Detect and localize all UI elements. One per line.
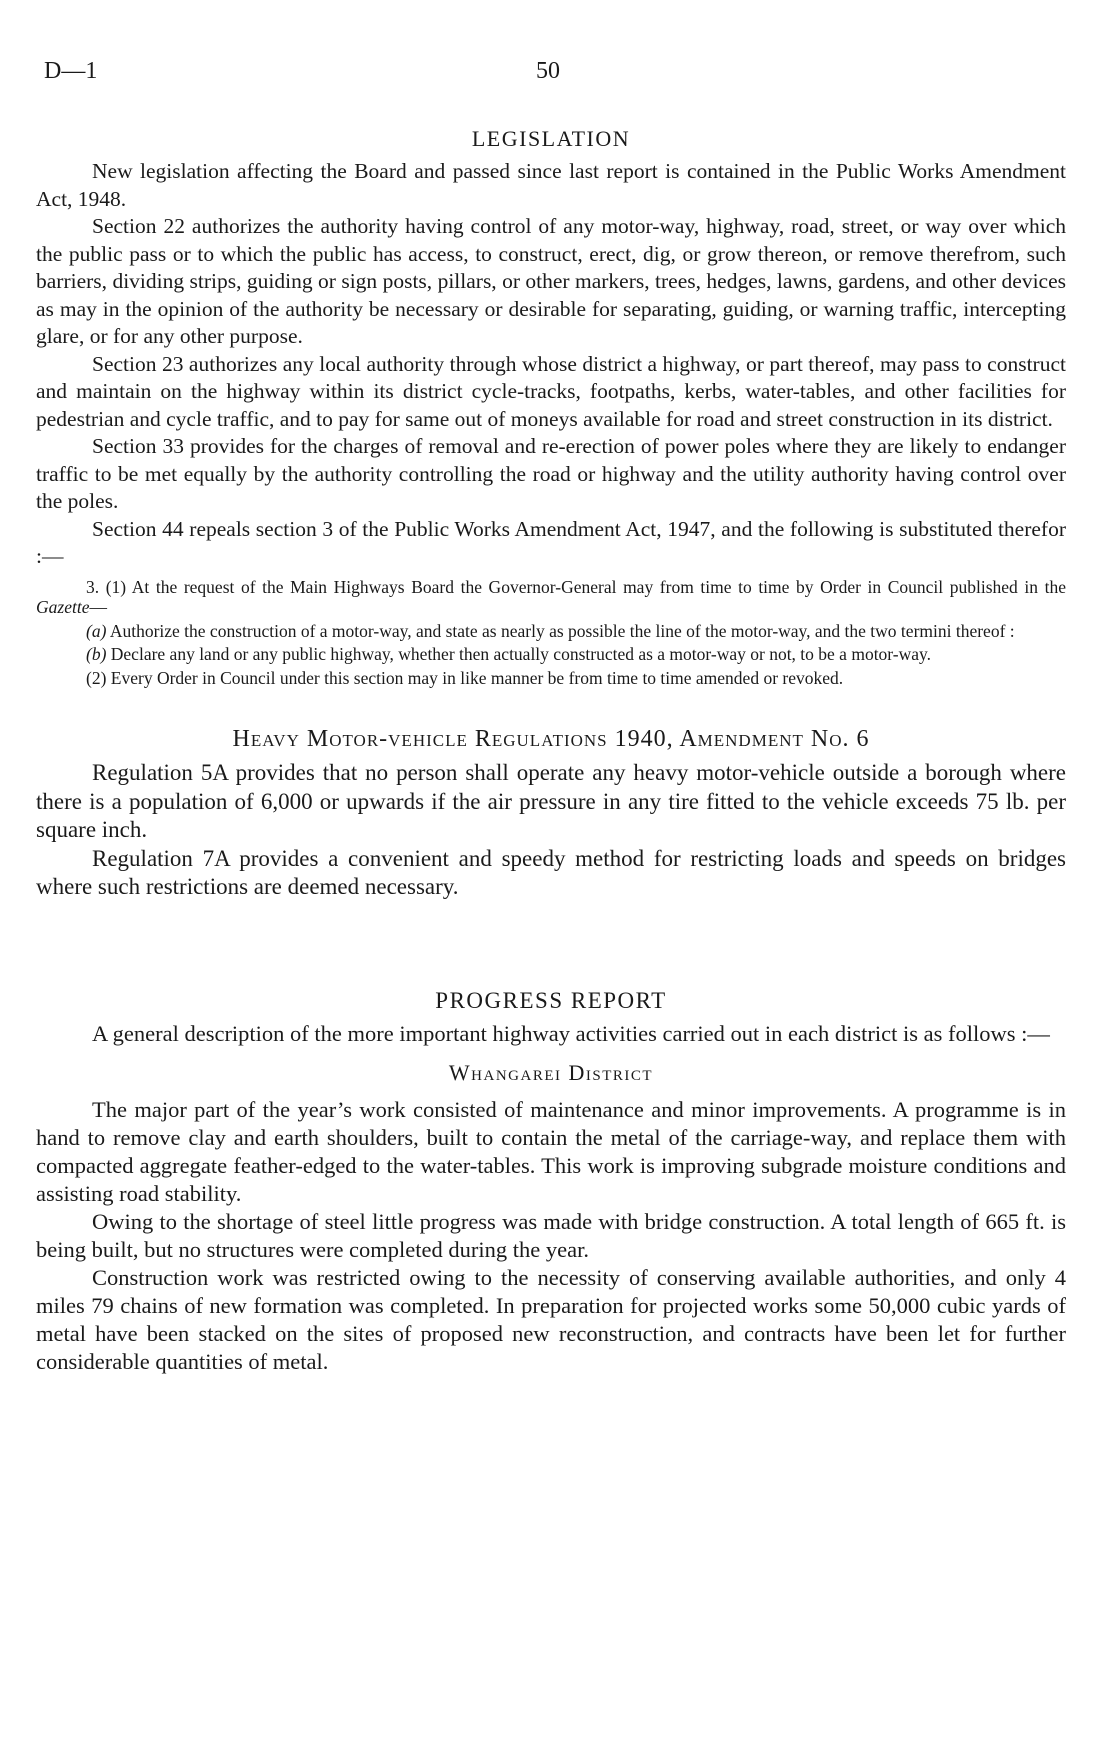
- progress-paragraph: The major part of the year’s work consisted of maintenance and minor improvements. A programme is in hand to remove clay and earth shoulders, built to contain the metal of the carriage-way, and replace them with compacted aggregate feather-edged to the water-tables. This work is improving subgrade moisture conditions and assisting road stability.: [36, 1096, 1066, 1206]
- district-heading: Whangarei District: [448, 1059, 654, 1085]
- section-gap: [36, 688, 1066, 726]
- heavy-motor-paragraph: Regulation 7A provides a convenient and speedy method for restricting loads and speeds on bridges where such restrictions are deemed necessary.: [36, 845, 1066, 899]
- page-body: [36, 126, 1066, 1376]
- quote-item-a: [36, 621, 1066, 642]
- quoted-statute: [36, 577, 1066, 689]
- quote-item-a-text: Authorize the construction of a motor-way, and state as nearly as possible the line of the motor-way, and the two termini thereof :: [109, 620, 1015, 641]
- progress-intro: A general description of the more important highway activities carried out in each district is as follows :—: [92, 1020, 1050, 1046]
- quote-lead-italic: Gazette: [36, 597, 90, 617]
- quote-lead: [36, 577, 1066, 618]
- legislation-paragraph: New legislation affecting the Board and passed since last report is contained in the Public Works Amendment Act, 1948.: [36, 159, 1066, 211]
- quote-item-b-text: Declare any land or any public highway, whether then actually constructed as a motor-way or not, to be a motor-way.: [110, 644, 931, 664]
- section-gap: [36, 902, 1066, 988]
- quote-item-a-label: (a): [86, 620, 107, 641]
- quote-last: (2) Every Order in Council under this section may in like manner be from time to time amended or revoked.: [86, 667, 844, 688]
- running-header: [44, 58, 1070, 88]
- legislation-paragraph: Section 23 authorizes any local authority through whose district a highway, or part thereof, may pass to construct and maintain on the highway within its district cycle-tracks, footpaths, kerbs, water-tables, and other facilities for pedestrian and cycle traffic, and to pay for same out of moneys available for road and street construction in its district.: [36, 351, 1066, 431]
- progress-section: [36, 988, 1066, 1376]
- quote-item-b: [36, 644, 1066, 665]
- progress-paragraph: Owing to the shortage of steel little progress was made with bridge construction. A total length of 665 ft. is being built, but no structures were completed during the year.: [36, 1208, 1066, 1262]
- legislation-paragraph: Section 44 repeals section 3 of the Public Works Amendment Act, 1947, and the following is substituted therefor :—: [36, 516, 1066, 568]
- quote-lead-tail: —: [89, 597, 107, 617]
- heavy-motor-paragraph: Regulation 5A provides that no person shall operate any heavy motor-vehicle outside a borough where there is a population of 6,000 or upwards if the air pressure in any tire fitted to the vehicle exceeds 75 lb. per square inch.: [36, 760, 1066, 842]
- progress-heading: PROGRESS REPORT: [435, 987, 667, 1013]
- quote-lead-text: 3. (1) At the request of the Main Highways Board the Governor-General may from time to time by Order in Council published in the: [86, 576, 1066, 597]
- quote-item-b-label: (b): [86, 644, 107, 664]
- legislation-paragraph: Section 22 authorizes the authority having control of any motor-way, highway, road, street, or way over which the public pass or to which the public has access, to construct, erect, dig, or grow thereon, or remove therefrom, such barriers, dividing strips, guiding or sign posts, pillars, or other markers, trees, hedges, lawns, gardens, and other devices as may in the opinion of the authority be necessary or desirable for separating, guiding, or warning traffic, intercepting glare, or for any other purpose.: [36, 214, 1066, 348]
- legislation-heading: LEGISLATION: [471, 126, 631, 151]
- legislation-paragraph: Section 33 provides for the charges of removal and re-erection of power poles where they are likely to endanger traffic to be met equally by the authority controlling the road or highway and the utility authority having control over the poles.: [36, 434, 1066, 513]
- page-number: 50: [536, 58, 560, 84]
- heavy-motor-section: [36, 726, 1066, 902]
- progress-paragraph: Construction work was restricted owing to the necessity of conserving available authorities, and only 4 miles 79 chains of new formation was completed. In preparation for projected works some 50,000 cubic yards of metal have been stacked on the sites of proposed new reconstruction, and contracts have been let for further considerable quantities of metal.: [36, 1264, 1066, 1374]
- document-id: D—1: [44, 58, 98, 84]
- heavy-motor-heading: Heavy Motor-vehicle Regulations 1940, Amendment No. 6: [232, 726, 870, 752]
- legislation-section: [36, 126, 1066, 688]
